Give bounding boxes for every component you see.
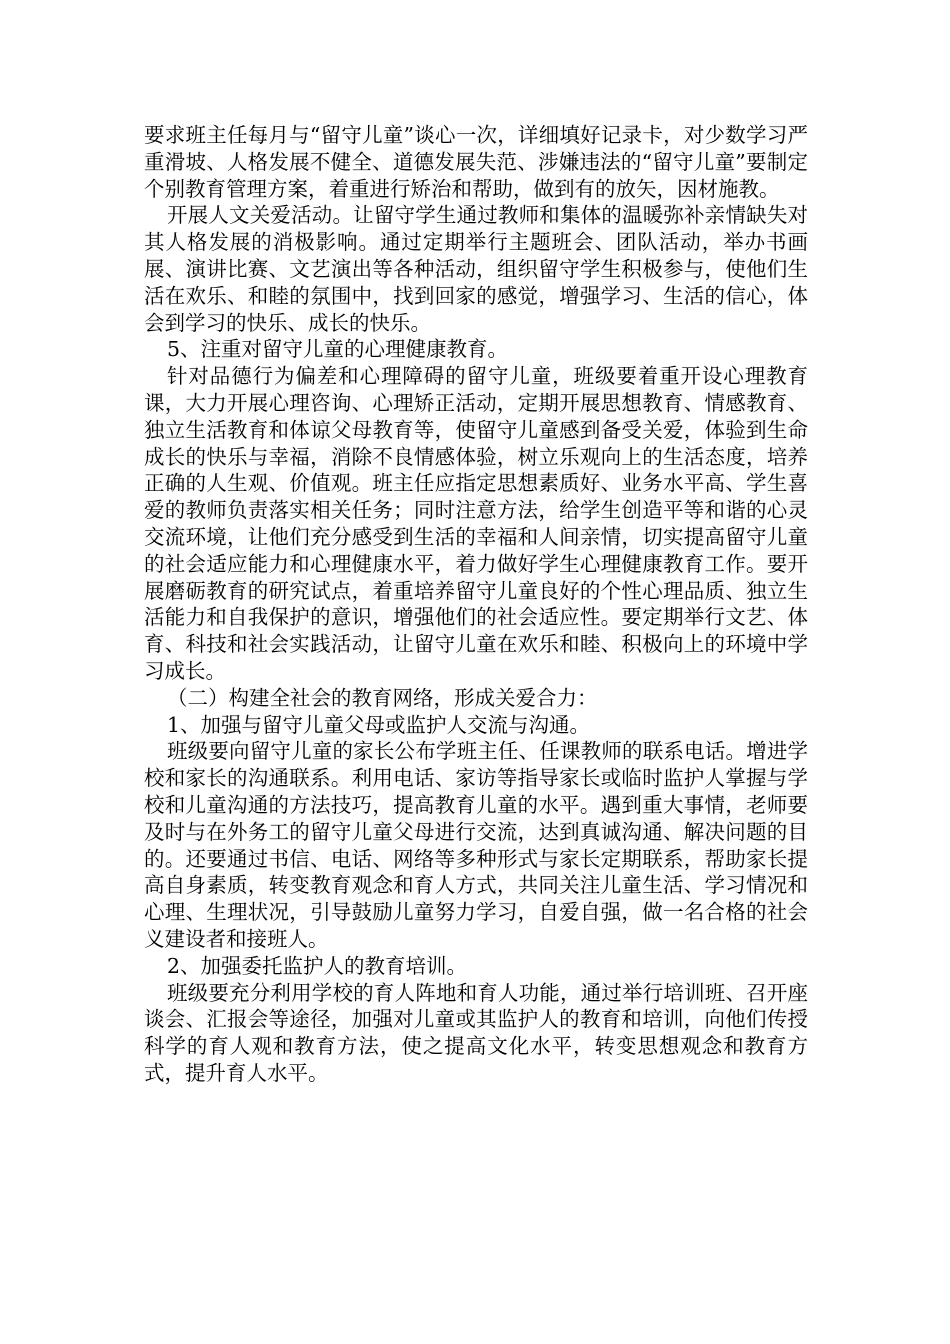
paragraph-5: 班级要充分利用学校的育人阵地和育人功能，通过举行培训班、召开座谈会、汇报会等途径，加强对儿童或其监护人的教育和培训，向他们传授科学的育人观和教育方法，使之提高文化水平，转变思想观念和教育方式，提升育人水平。 [144, 980, 808, 1085]
section-heading-1: 1、加强与留守儿童父母或监护人交流与沟通。 [167, 712, 591, 737]
section-heading-5: 5、注重对留守儿童的心理健康教育。 [167, 337, 509, 362]
document-body [144, 122, 808, 1087]
paragraph-1: 要求班主任每月与“留守儿童”谈心一次，详细填好记录卡，对少数学习严重滑坡、人格发展不健全、道德发展失范、涉嫌违法的“留守儿童”要制定个别教育管理方案，着重进行矫治和帮助，做到有的放矢，因材施教。 [144, 123, 808, 201]
section-heading-part-2: （二）构建全社会的教育网络，形成关爱合力： [167, 685, 598, 710]
paragraph-4: 班级要向留守儿童的家长公布学班主任、任课教师的联系电话。增进学校和家长的沟通联系。利用电话、家访等指导家长或临时监护人掌握与学校和儿童沟通的方法技巧，提高教育儿童的水平。遇到重大事情，老师要及时与在外务工的留守儿童父母进行交流，达到真诚沟通、解决问题的目的。还要通过书信、电话、网络等多种形式与家长定期联系，帮助家长提高自身素质，转变教育观念和育人方式，共同关注儿童生活、学习情况和心理、生理状况，引导鼓励儿童努力学习，自爱自强，做一名合格的社会义建设者和接班人。 [144, 739, 808, 951]
paragraph-2: 开展人文关爱活动。让留守学生通过教师和集体的温暖弥补亲情缺失对其人格发展的消极影响。通过定期举行主题班会、团队活动，举办书画展、演讲比赛、文艺演出等各种活动，组织留守学生积极参与，使他们生活在欢乐、和睦的氛围中，找到回家的感觉，增强学习、生活的信心，体会到学习的快乐、成长的快乐。 [144, 203, 808, 335]
section-heading-2: 2、加强委托监护人的教育培训。 [167, 953, 468, 978]
paragraph-3: 针对品德行为偏差和心理障碍的留守儿童，班级要着重开设心理教育课，大力开展心理咨询、心理矫正活动，定期开展思想教育、情感教育、独立生活教育和体谅父母教育等，使留守儿童感到备受关爱，体验到生命成长的快乐与幸福，消除不良情感体验，树立乐观向上的生活态度，培养正确的人生观、价值观。班主任应指定思想素质好、业务水平高、学生喜爱的教师负责落实相关任务；同时注意方法，给学生创造平等和谐的心灵交流环境，让他们充分感受到生活的幸福和人间亲情，切实提高留守儿童的社会适应能力和心理健康水平，着力做好学生心理健康教育工作。要开展磨砺教育的研究试点，着重培养留守儿童良好的个性心理品质、独立生活能力和自我保护的意识，增强他们的社会适应性。要定期举行文艺、体育、科技和社会实践活动，让留守儿童在欢乐和睦、积极向上的环境中学习成长。 [144, 364, 808, 683]
